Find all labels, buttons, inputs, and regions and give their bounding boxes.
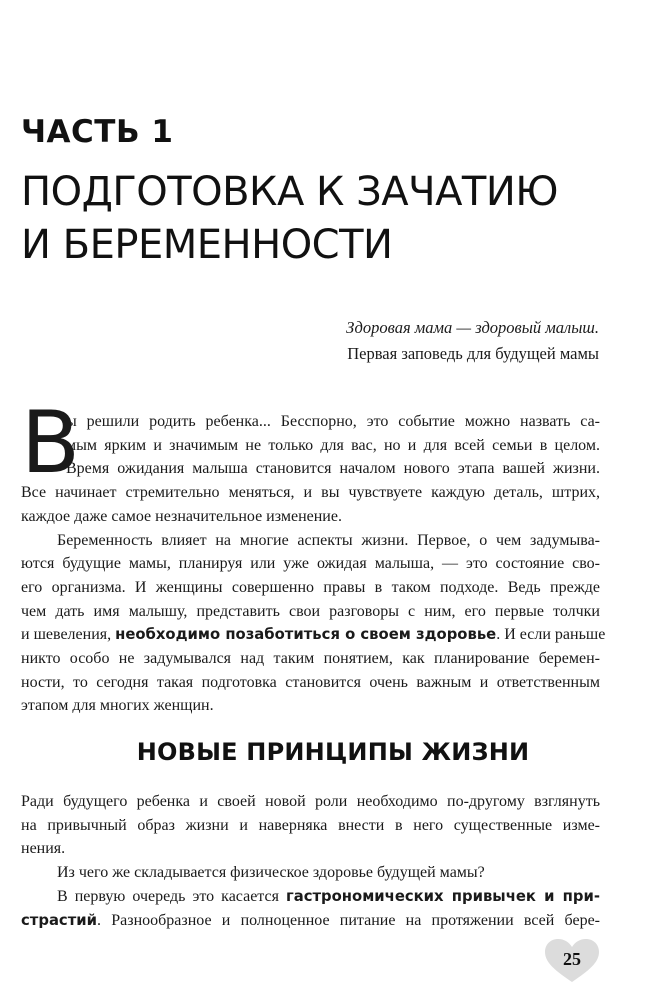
text-line: чем дать имя малышу, представить свои разговоры с ним, его первые толчки <box>21 602 600 620</box>
text-line: Из чего же складывается физическое здоровье будущей мамы? <box>57 864 485 882</box>
text-line: его организма. И женщины совершенно правы в таком подходе. Ведь прежде <box>21 578 600 596</box>
text-line: Беременность влияет на многие аспекты жизни. Первое, о чем задумыва- <box>57 531 600 549</box>
epigraph-caption: Первая заповедь для будущей мамы <box>347 344 599 363</box>
text-run: . И если раньше <box>496 626 606 644</box>
text-run: и шевеления, <box>21 626 116 644</box>
text-line <box>21 909 600 933</box>
text-line <box>21 885 600 909</box>
page-number-badge <box>543 938 601 984</box>
drop-cap: В <box>21 393 80 493</box>
part-title <box>21 166 641 272</box>
text-line: ы решили родить ребенка... Бесспорно, это событие можно назвать са- <box>66 413 600 430</box>
part-title-line: И БЕРЕМЕННОСТИ <box>21 222 393 268</box>
text-run: . Разнообразное и полноценное питание на протяжении всей бере- <box>97 911 600 929</box>
part-title-line: ПОДГОТОВКА К ЗАЧАТИЮ <box>21 169 558 215</box>
epigraph-quote: Здоровая мама — здоровый малыш. <box>346 318 599 337</box>
text-line: каждое даже самое незначительное изменение. <box>21 507 342 525</box>
epigraph <box>346 315 599 367</box>
text-line <box>21 623 606 647</box>
text-line: Все начинает стремительно меняться, и вы чувствуете каждую деталь, штрих, <box>21 484 600 502</box>
text-line: ются будущие мамы, планируя или уже ожидая малыша, — это состояние сво- <box>21 555 600 573</box>
section-text <box>21 790 600 932</box>
text-line: нения. <box>21 840 66 858</box>
emphasis: необходимо позаботиться о своем здоровье <box>115 626 497 644</box>
section-heading: НОВЫЕ ПРИНЦИПЫ ЖИЗНИ <box>136 738 530 766</box>
page-number: 25 <box>563 949 581 969</box>
intro-text <box>21 393 606 718</box>
text-run: В первую очередь это касается <box>57 887 286 905</box>
text-line: Ради будущего ребенка и своей новой роли необходимо по-другому взглянуть <box>21 793 600 810</box>
emphasis: гастрономических привычек и при- <box>285 887 600 905</box>
text-line: никто особо не задумывался над таким понятием, как планирование беремен- <box>21 650 600 668</box>
text-line: мым ярким и значимым не только для вас, но и для всей семьи в целом. <box>66 436 600 454</box>
text-line: на привычный образ жизни и наверняка внести в него существенные изме- <box>21 816 600 834</box>
emphasis: страстий <box>21 911 98 929</box>
part-label: ЧАСТЬ 1 <box>21 114 174 150</box>
text-line: Время ожидания малыша становится началом нового этапа вашей жизни. <box>66 460 600 478</box>
text-line: этапом для многих женщин. <box>21 697 214 715</box>
text-line: ности, то сегодня такая подготовка становится очень важным и ответственным <box>21 673 600 691</box>
